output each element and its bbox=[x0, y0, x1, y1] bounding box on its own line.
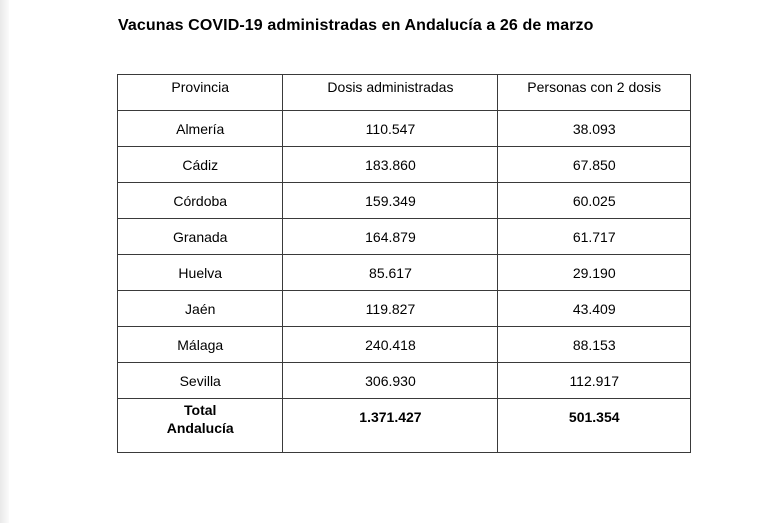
cell-provincia: Cádiz bbox=[118, 147, 283, 183]
total-label-line2: Andalucía bbox=[166, 420, 234, 436]
document-title: Vacunas COVID-19 administradas en Andalucía a 26 de marzo bbox=[118, 17, 594, 34]
cell-personas: 61.717 bbox=[498, 219, 691, 255]
cell-provincia: Sevilla bbox=[118, 363, 283, 399]
header-personas-2-dosis: Personas con 2 dosis bbox=[498, 75, 691, 111]
table-row bbox=[118, 291, 691, 327]
cell-dosis: 85.617 bbox=[283, 255, 498, 291]
total-label-line1: Total bbox=[184, 402, 217, 418]
cell-total-dosis: 1.371.427 bbox=[283, 399, 498, 453]
cell-dosis: 183.860 bbox=[283, 147, 498, 183]
cell-personas: 29.190 bbox=[498, 255, 691, 291]
cell-dosis: 164.879 bbox=[283, 219, 498, 255]
table-total-row bbox=[118, 399, 691, 453]
cell-dosis: 159.349 bbox=[283, 183, 498, 219]
cell-total-label bbox=[118, 399, 283, 453]
cell-dosis: 119.827 bbox=[283, 291, 498, 327]
cell-provincia: Jaén bbox=[118, 291, 283, 327]
table-row bbox=[118, 111, 691, 147]
cell-total-personas: 501.354 bbox=[498, 399, 691, 453]
cell-personas: 88.153 bbox=[498, 327, 691, 363]
cell-dosis: 110.547 bbox=[283, 111, 498, 147]
header-provincia: Provincia bbox=[118, 75, 283, 111]
cell-provincia: Málaga bbox=[118, 327, 283, 363]
cell-personas: 43.409 bbox=[498, 291, 691, 327]
table-header-row bbox=[118, 75, 691, 111]
cell-provincia: Córdoba bbox=[118, 183, 283, 219]
table-row bbox=[118, 327, 691, 363]
vaccination-table bbox=[117, 74, 691, 453]
table-row bbox=[118, 147, 691, 183]
cell-provincia: Almería bbox=[118, 111, 283, 147]
cell-personas: 38.093 bbox=[498, 111, 691, 147]
cell-dosis: 306.930 bbox=[283, 363, 498, 399]
page-left-edge bbox=[0, 0, 9, 523]
cell-dosis: 240.418 bbox=[283, 327, 498, 363]
cell-provincia: Granada bbox=[118, 219, 283, 255]
table-row bbox=[118, 363, 691, 399]
cell-personas: 67.850 bbox=[498, 147, 691, 183]
cell-personas: 60.025 bbox=[498, 183, 691, 219]
table-row bbox=[118, 255, 691, 291]
header-dosis-administradas: Dosis administradas bbox=[283, 75, 498, 111]
cell-provincia: Huelva bbox=[118, 255, 283, 291]
table-row bbox=[118, 219, 691, 255]
table-row bbox=[118, 183, 691, 219]
cell-personas: 112.917 bbox=[498, 363, 691, 399]
